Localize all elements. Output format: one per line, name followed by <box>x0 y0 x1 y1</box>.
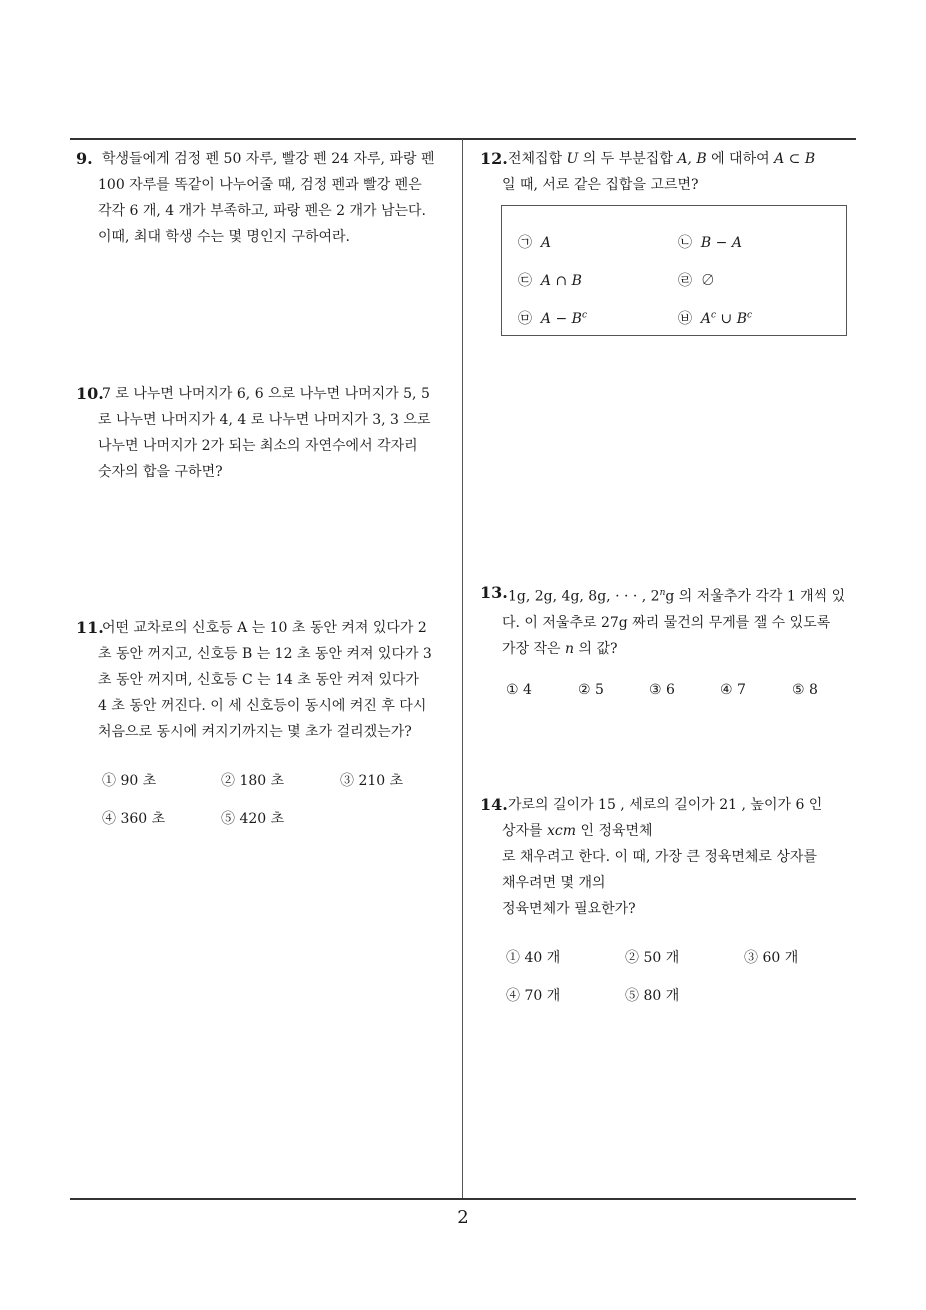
question-text-line: 4 초 동안 꺼진다. 이 세 신호등이 동시에 켜진 후 다시 <box>98 698 427 714</box>
math-superscript: c <box>711 310 717 321</box>
answer-option-1[interactable]: ① 40 개 <box>506 950 561 966</box>
page-number: 2 <box>457 1207 469 1228</box>
question-12 <box>480 146 865 198</box>
question-text-line: 정육면체가 필요한가? <box>502 901 636 917</box>
answer-option-5[interactable]: ⑤ 420 초 <box>221 811 285 827</box>
question-text-line: 100 자루를 똑같이 나누어줄 때, 검정 펜과 빨강 펜은 <box>98 177 422 193</box>
choice-item[interactable] <box>678 232 742 252</box>
question-13 <box>480 580 865 662</box>
answer-option-1[interactable]: ① 90 초 <box>102 773 157 789</box>
math-superscript: c <box>581 310 587 321</box>
question-text-line: 이때, 최대 학생 수는 몇 명인지 구하여라. <box>98 229 350 245</box>
answer-option-5[interactable]: ⑤ 8 <box>792 682 818 698</box>
question-text-line: 가로의 길이가 15 , 세로의 길이가 21 , 높이가 6 인 <box>508 797 823 813</box>
question-number: 14. <box>480 795 508 814</box>
question-text-line: 채우려면 몇 개의 <box>502 875 606 891</box>
question-text-line: 나누면 나머지가 2가 되는 최소의 자연수에서 각자리 <box>98 438 418 454</box>
answer-option-4[interactable]: ④ 360 초 <box>102 811 166 827</box>
math-superscript: c <box>747 310 753 321</box>
question-text-line: 숫자의 합을 구하면? <box>98 464 223 480</box>
question-text-line <box>508 146 865 172</box>
bottom-rule <box>70 1198 856 1200</box>
text-run: 에 대하여 <box>706 151 775 167</box>
question-10 <box>76 381 466 485</box>
question-text-line <box>502 636 865 662</box>
answer-option-3[interactable]: ③ 60 개 <box>744 950 799 966</box>
choice-marker: ㉥ <box>678 311 692 327</box>
question-text-line: 초 동안 꺼지고, 신호등 B 는 12 초 동안 켜져 있다가 3 <box>98 646 432 662</box>
question-number: 10. <box>76 384 104 403</box>
question-14 <box>480 792 865 922</box>
math-symbol: n <box>565 640 575 657</box>
choice-marker: ㉣ <box>678 273 692 289</box>
math-expression: A <box>540 235 552 251</box>
answer-option-2[interactable]: ② 180 초 <box>221 773 285 789</box>
choice-item[interactable] <box>518 232 551 252</box>
question-text-line: 처음으로 동시에 켜지기까지는 몇 초가 걸리겠는가? <box>98 724 412 740</box>
question-9 <box>76 146 466 250</box>
answer-option-4[interactable]: ④ 7 <box>720 682 746 698</box>
choice-item[interactable] <box>678 270 715 290</box>
text-run: 상자를 <box>502 823 548 839</box>
answer-option-1[interactable]: ① 4 <box>506 682 532 698</box>
choice-marker: ㉠ <box>518 235 532 251</box>
choice-item[interactable] <box>678 308 752 328</box>
question-text-line: 일 때, 서로 같은 집합을 고르면? <box>502 177 699 193</box>
question-11 <box>76 615 466 745</box>
question-text-line: 각각 6 개, 4 개가 부족하고, 파랑 펜은 2 개가 남는다. <box>98 203 427 219</box>
text-run: 가장 작은 <box>502 640 565 657</box>
text-run: 의 값? <box>574 640 618 657</box>
math-expression: B − A <box>700 235 742 251</box>
question-number: 13. <box>480 583 508 602</box>
text-run: 전체집합 <box>508 151 567 167</box>
math-expression: ∅ <box>700 273 715 289</box>
answer-option-5[interactable]: ⑤ 80 개 <box>625 988 680 1004</box>
question-number: 12. <box>480 149 508 168</box>
math-expression: ∪ B <box>716 311 747 327</box>
math-expression: A <box>700 311 712 327</box>
answer-option-3[interactable]: ③ 210 초 <box>340 773 404 789</box>
choice-item[interactable] <box>518 270 582 290</box>
top-rule <box>70 138 856 140</box>
question-number: 9. <box>76 149 93 168</box>
math-superscript: n <box>659 588 666 598</box>
question-text-line <box>502 818 865 844</box>
math-expression: A ∩ B <box>540 273 582 289</box>
question-text-line: 초 동안 꺼지며, 신호등 C 는 14 초 동안 켜져 있다가 <box>98 672 419 688</box>
question-text-line: 7 로 나누면 나머지가 6, 6 으로 나누면 나머지가 5, 5 <box>102 386 430 402</box>
choice-marker: ㉡ <box>678 235 692 251</box>
answer-option-2[interactable]: ② 50 개 <box>625 950 680 966</box>
answer-option-4[interactable]: ④ 70 개 <box>506 988 561 1004</box>
answer-option-2[interactable]: ② 5 <box>578 682 604 698</box>
choice-box <box>501 205 847 336</box>
text-run: 의 두 부분집합 <box>578 151 678 167</box>
question-text-line <box>508 580 865 610</box>
math-symbol: B <box>696 151 707 167</box>
question-text-line: 학생들에게 검정 펜 50 자루, 빨강 펜 24 자루, 파랑 펜 <box>102 151 435 167</box>
math-expression: A ⊂ B <box>774 151 816 167</box>
math-expression: A − B <box>540 311 582 327</box>
math-symbol: xcm <box>547 823 577 839</box>
text-run: 인 정육면체 <box>576 823 653 839</box>
math-symbol: A, <box>677 151 692 167</box>
text-run: g 의 저울추가 각각 1 개씩 있 <box>665 588 846 605</box>
choice-marker: ㉢ <box>518 273 532 289</box>
answer-option-3[interactable]: ③ 6 <box>649 682 675 698</box>
text-run: 1g, 2g, 4g, 8g, · · · , 2 <box>508 588 660 605</box>
question-text-line: 어떤 교차로의 신호등 A 는 10 초 동안 켜져 있다가 2 <box>102 620 427 636</box>
choice-marker: ㉤ <box>518 311 532 327</box>
question-text-line: 다. 이 저울추로 27g 짜리 물건의 무게를 잴 수 있도록 <box>502 614 831 631</box>
question-text-line: 로 나누면 나머지가 4, 4 로 나누면 나머지가 3, 3 으로 <box>98 412 431 428</box>
math-symbol: U <box>566 151 579 167</box>
choice-item[interactable] <box>518 308 587 328</box>
question-number: 11. <box>76 618 104 637</box>
question-text-line: 로 채우려고 한다. 이 때, 가장 큰 정육면체로 상자를 <box>502 849 817 865</box>
